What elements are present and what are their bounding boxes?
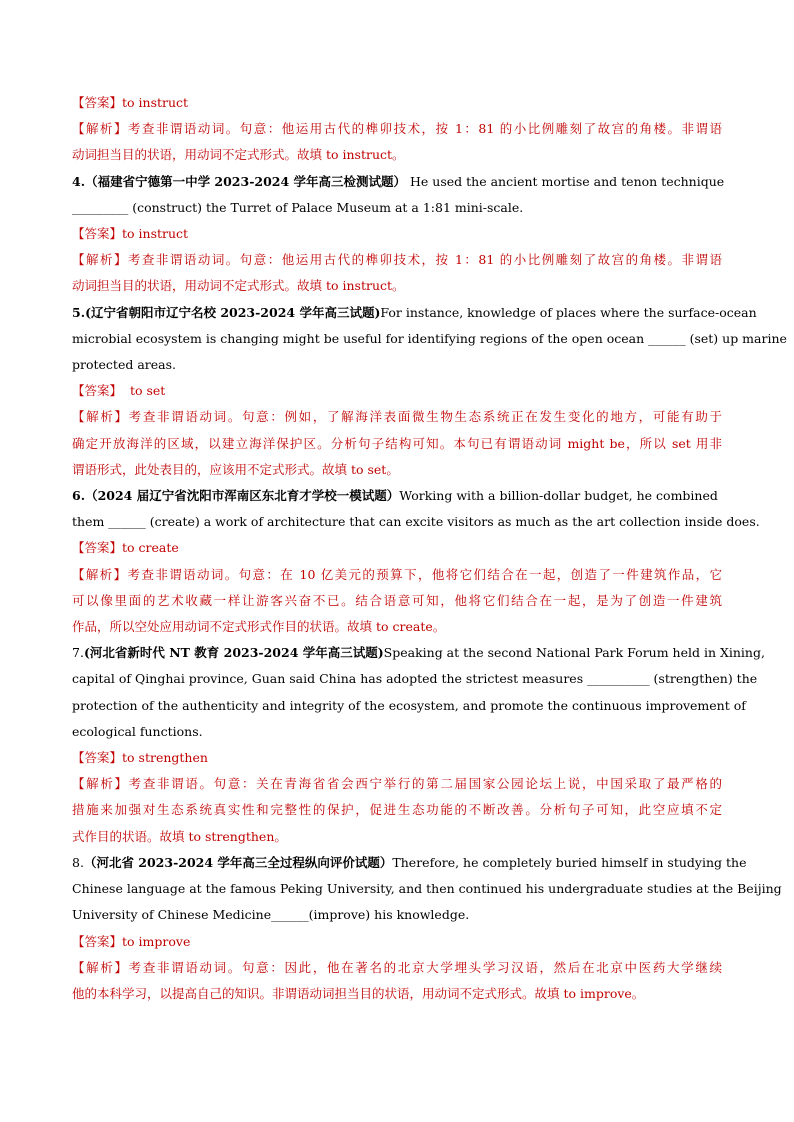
answer-label: 【答案】 [72, 95, 123, 110]
analysis-text: 动词担当目的状语，用动词不定式形式。故填 to instruct。 [72, 278, 405, 294]
analysis-line [72, 588, 722, 614]
document-page [72, 90, 787, 1007]
answer-label: 【答案】 [72, 933, 123, 949]
analysis-line [72, 797, 722, 823]
analysis-text: 措施来加强对生态系统真实性和完整性的保护，促进生态功能的不断改善。分析句子可知，此空应填不定 [72, 802, 722, 818]
analysis-label: 【解析】 [72, 959, 129, 975]
answer-line [72, 378, 722, 404]
question-block-5 [72, 300, 787, 483]
analysis-line [72, 404, 722, 430]
analysis-text: 确定开放海洋的区域，以建立海洋保护区。分析句子结构可知。本句已有谓语动词 might be，所以 set 用非 [72, 435, 722, 451]
analysis-text: 考查非谓语动词。句意：他运用古代的榫卯技术，按 1：81 的小比例雕刻了故宫的角楼。非谓语 [127, 121, 722, 137]
answer-line [72, 90, 722, 116]
question-line [72, 195, 722, 221]
question-block-6 [72, 483, 760, 640]
question-text: Chinese language at the famous Peking University, and then continued his undergraduate studies at the Beijing [72, 881, 782, 897]
question-line [72, 902, 722, 928]
answer-line [72, 745, 722, 771]
question-text: protected areas. [72, 357, 176, 373]
answer-text: to create [122, 540, 179, 556]
question-source: （福建省宁德第一中学 2023-2024 学年高三检测试题） [85, 173, 407, 189]
question-block-7 [72, 640, 765, 850]
question-line [72, 352, 722, 378]
question-line [72, 850, 747, 876]
question-line [72, 666, 758, 692]
analysis-line [72, 247, 722, 273]
analysis-line [72, 771, 722, 797]
question-line [72, 640, 765, 666]
question-block-8 [72, 850, 782, 1007]
question-line [72, 693, 746, 719]
analysis-line [72, 981, 722, 1007]
analysis-text: 作品，所以空处应用动词不定式形式作目的状语。故填 to create。 [72, 619, 446, 635]
question-source: (河北省新时代 NT 教育 2023-2024 学年高三试题) [83, 645, 384, 661]
answer-text: to improve [122, 933, 191, 949]
analysis-line [72, 955, 722, 981]
analysis-line [72, 562, 722, 588]
question-line [72, 876, 782, 902]
analysis-text: 考查非谓语动词。句意：他运用古代的榫卯技术，按 1：81 的小比例雕刻了故宫的角楼。非谓语 [127, 252, 722, 268]
analysis-label: 【解析】 [72, 566, 128, 582]
analysis-line [72, 142, 722, 168]
analysis-text: 他的本科学习，以提高自己的知识。非谓语动词担当目的状语，用动词不定式形式。故填 to improve。 [72, 985, 645, 1001]
question-line [72, 509, 760, 535]
analysis-text: 动词担当目的状语，用动词不定式形式。故填 to instruct。 [72, 147, 405, 163]
question-text: University of Chinese Medicine______(improve) his knowledge. [72, 907, 470, 923]
question-source: （河北省 2023-2024 学年高三全过程纵向评价试题） [83, 854, 393, 870]
analysis-label: 【解析】 [72, 121, 128, 137]
question-text: For instance, knowledge of places where the surface-ocean [380, 304, 757, 320]
answer-label: 【答案】 [72, 750, 123, 766]
answer-label: 【答案】 [72, 226, 123, 242]
question-block-4 [72, 169, 725, 300]
answer-line [72, 929, 722, 955]
analysis-line [72, 431, 722, 457]
question-text: capital of Qinghai province, Guan said China has adopted the strictest measures __________ (strengthen) the [72, 671, 758, 687]
analysis-label: 【解析】 [72, 409, 129, 425]
analysis-text: 考查非谓语动词。句意：因此，他在著名的北京大学埋头学习汉语，然后在北京中医药大学继续 [128, 959, 722, 975]
question-line [72, 483, 722, 509]
analysis-line [72, 824, 722, 850]
answer-text: to strengthen [122, 750, 208, 766]
question-text: protection of the authenticity and integrity of the ecosystem, and promote the continuous improvement of [72, 697, 746, 713]
analysis-text: 式作目的状语。故填 to strengthen。 [72, 828, 287, 844]
analysis-line [72, 614, 722, 640]
question-text: Speaking at the second National Park Forum held in Xining, [383, 645, 765, 661]
question-text: Therefore, he completely buried himself in studying the [392, 854, 747, 870]
answer-label: 【答案】 [72, 540, 123, 556]
question-text: Working with a billion-dollar budget, he combined [399, 488, 718, 504]
question-block-prev [72, 90, 722, 169]
answer-text: to instruct [122, 226, 189, 242]
analysis-line [72, 116, 722, 142]
analysis-line [72, 457, 722, 483]
analysis-text: 可以像里面的艺术收藏一样让游客兴奋不已。结合语意可知，他将它们结合在一起，是为了创造一件建筑 [72, 592, 722, 608]
question-text: microbial ecosystem is changing might be useful for identifying regions of the open ocean ______ (set) up marine [72, 330, 787, 346]
question-source: （2024 届辽宁省沈阳市浑南区东北育才学校一模试题） [85, 488, 400, 504]
question-line [72, 169, 725, 195]
question-line [72, 719, 722, 745]
analysis-label: 【解析】 [72, 776, 129, 792]
analysis-text: 考查非谓语动词。句意：例如，了解海洋表面微生物生态系统正在发生变化的地方，可能有助于 [128, 409, 722, 425]
analysis-text: 谓语形式，此处表目的，应该用不定式形式。故填 to set。 [72, 461, 399, 477]
answer-text: to instruct [122, 95, 189, 110]
question-number: 8. [72, 854, 84, 870]
question-text: He used the ancient mortise and tenon technique [406, 173, 725, 189]
question-line [72, 326, 787, 352]
analysis-label: 【解析】 [72, 252, 128, 268]
question-text: ecological functions. [72, 723, 203, 739]
question-source: (辽宁省朝阳市辽宁名校 2023-2024 学年高三试题) [85, 304, 381, 320]
question-number: 4. [72, 173, 86, 189]
answer-line [72, 535, 722, 561]
question-number: 7. [72, 645, 84, 661]
question-number: 5. [72, 304, 86, 320]
analysis-line [72, 273, 722, 299]
analysis-text: 考查非谓语动词。句意：在 10 亿美元的预算下，他将它们结合在一起，创造了一件建筑作品，它 [127, 566, 722, 582]
question-number: 6. [72, 488, 86, 504]
analysis-text: 考查非谓语。句意：关在青海省省会西宁举行的第二届国家公园论坛上说，中国采取了最严格的 [128, 776, 722, 792]
answer-label: 【答案】 [72, 383, 123, 399]
answer-text: to set [122, 383, 166, 399]
question-line [72, 300, 757, 326]
question-text: _________ (construct) the Turret of Palace Museum at a 1:81 mini-scale. [72, 199, 524, 215]
question-text: them ______ (create) a work of architecture that can excite visitors as much as the art collection inside does. [72, 514, 760, 530]
answer-line [72, 221, 722, 247]
